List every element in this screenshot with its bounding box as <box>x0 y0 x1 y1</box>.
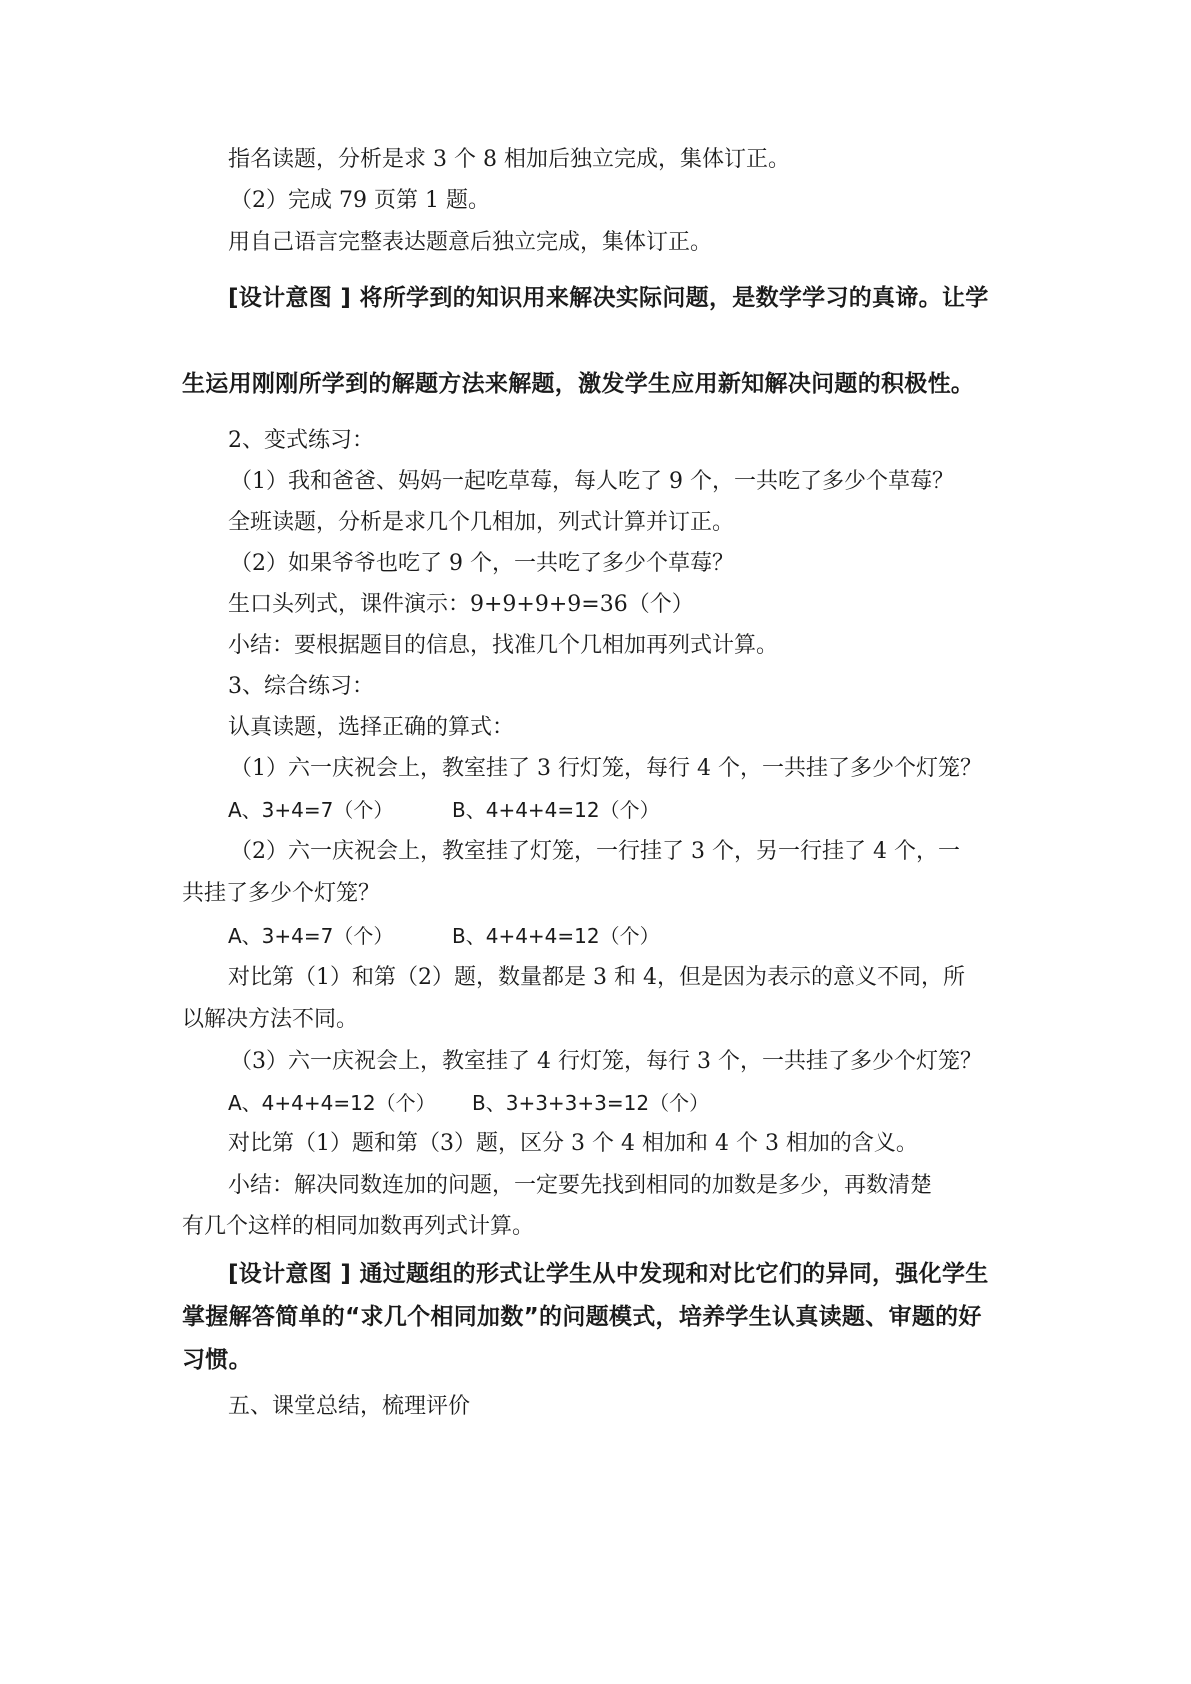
section-heading: 五、课堂总结，梳理评价 <box>228 1394 471 1419</box>
text-line: 全班读题，分析是求几个几相加，列式计算并订正。 <box>228 510 735 535</box>
design-intent-paragraph-2 <box>228 1260 989 1288</box>
text-line: 认真读题，选择正确的算式： <box>228 715 515 740</box>
design-intent-text: 通过题组的形式让学生从中发现和对比它们的异同，强化学生 <box>351 1261 989 1287</box>
question-line: （2）六一庆祝会上，教室挂了灯笼，一行挂了 3 个，另一行挂了 4 个，一 <box>230 839 960 864</box>
question-line: （1）我和爸爸、妈妈一起吃草莓，每人吃了 9 个，一共吃了多少个草莓？ <box>230 469 954 494</box>
option-b: B、3+3+3+3=12（个） <box>472 1091 710 1115</box>
question-line: （2）如果爷爷也吃了 9 个，一共吃了多少个草莓？ <box>230 551 734 576</box>
design-intent-text: 将所学到的知识用来解决实际问题，是数学学习的真谛。让学 <box>351 285 989 311</box>
design-intent-continuation: 习惯。 <box>182 1347 252 1373</box>
summary-line: 小结：解决同数连加的问题，一定要先找到相同的加数是多少，再数清楚 <box>228 1173 933 1198</box>
question-continuation: 共挂了多少个灯笼？ <box>182 881 381 906</box>
option-b: B、4+4+4=12（个） <box>452 798 660 822</box>
comparison-continuation: 以解决方法不同。 <box>182 1007 359 1032</box>
comparison-line: 对比第（1）和第（2）题，数量都是 3 和 4，但是因为表示的意义不同，所 <box>228 965 965 990</box>
section-heading: 3、综合练习： <box>228 674 374 699</box>
comparison-line: 对比第（1）题和第（3）题，区分 3 个 4 相加和 4 个 3 相加的含义。 <box>228 1131 918 1156</box>
option-a: A、3+4=7（个） <box>228 798 394 822</box>
summary-line: 小结：要根据题目的信息，找准几个几相加再列式计算。 <box>228 633 779 658</box>
option-a: A、3+4=7（个） <box>228 924 394 948</box>
design-intent-tag: [设计意图 ] <box>228 285 352 311</box>
design-intent-tag: [设计意图 ] <box>228 1261 352 1287</box>
summary-continuation: 有几个这样的相同加数再列式计算。 <box>182 1214 535 1239</box>
option-a: A、4+4+4=12（个） <box>228 1091 436 1115</box>
question-line: （3）六一庆祝会上，教室挂了 4 行灯笼，每行 3 个，一共挂了多少个灯笼？ <box>230 1049 982 1074</box>
design-intent-paragraph-1 <box>228 284 989 312</box>
option-b: B、4+4+4=12（个） <box>452 924 660 948</box>
question-line: （1）六一庆祝会上，教室挂了 3 行灯笼，每行 4 个，一共挂了多少个灯笼？ <box>230 756 982 781</box>
design-intent-continuation: 生运用刚刚所学到的解题方法来解题，激发学生应用新知解决问题的积极性。 <box>182 371 975 397</box>
design-intent-continuation: 掌握解答简单的“求几个相同加数”的问题模式，培养学生认真读题、审题的好 <box>182 1304 982 1330</box>
section-heading: 2、变式练习： <box>228 428 374 453</box>
text-line: 指名读题，分析是求 3 个 8 相加后独立完成，集体订正。 <box>228 147 790 172</box>
text-line: 生口头列式，课件演示：9+9+9+9=36（个） <box>228 592 694 617</box>
text-line: 用自己语言完整表达题意后独立完成，集体订正。 <box>228 230 713 255</box>
text-line: （2）完成 79 页第 1 题。 <box>230 188 490 213</box>
